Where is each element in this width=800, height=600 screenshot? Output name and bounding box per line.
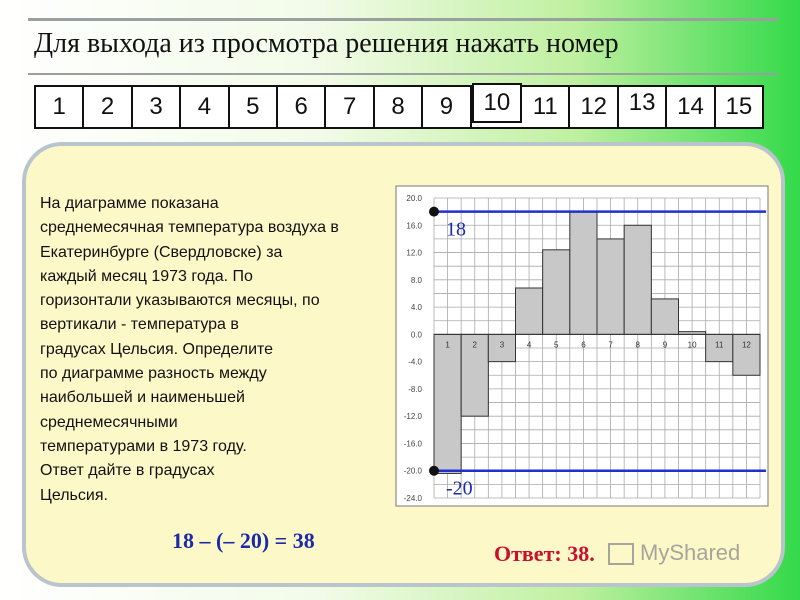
bar (651, 299, 678, 334)
problem-text: На диаграмме показана среднемесячная температура воздуха в Екатеринбурге (Свердловске) за каждый месяц 1973 года. По горизонтали указываются месяцы, по вертикали - температура в градусах Цельсия. Определите по диаграмме разность между наибольшей и наименьшей среднемесячными температурами в 1973 году. Ответ дайте в градусах Цельсия. (40, 195, 339, 504)
x-tick-label: 3 (499, 340, 505, 350)
x-tick-label: 8 (635, 340, 640, 350)
nav-item-3[interactable]: 3 (133, 87, 181, 127)
y-tick-label: -16.0 (403, 439, 422, 449)
y-tick-label: 20.0 (406, 194, 422, 203)
nav-item-2[interactable]: 2 (84, 87, 132, 127)
y-tick-label: -4.0 (408, 357, 422, 367)
nav-item-13[interactable]: 13 (619, 87, 667, 127)
annotation-label: 18 (446, 218, 466, 241)
nav-item-10[interactable]: 10 (472, 83, 522, 123)
nav-item-1[interactable]: 1 (36, 87, 84, 127)
nav-item-5[interactable]: 5 (230, 87, 278, 127)
y-tick-label: 16.0 (406, 221, 422, 231)
nav-item-11[interactable]: 11 (522, 87, 570, 127)
y-tick-label: -24.0 (403, 494, 422, 503)
x-tick-label: 12 (741, 340, 751, 350)
x-tick-label: 1 (445, 340, 450, 350)
x-tick-label: 5 (554, 340, 559, 350)
watermark (608, 540, 740, 566)
x-tick-label: 4 (526, 340, 532, 350)
y-tick-label: 0.0 (410, 330, 422, 340)
watermark-text: MyShared (640, 540, 741, 565)
x-tick-label: 9 (662, 340, 668, 350)
annotation-label: -20 (446, 477, 473, 500)
page-title: Для выхода из просмотра решения нажать номер (34, 28, 619, 59)
y-tick-label: 4.0 (410, 303, 422, 313)
nav-item-8[interactable]: 8 (375, 87, 423, 127)
bar (543, 250, 570, 335)
nav-item-4[interactable]: 4 (181, 87, 229, 127)
x-tick-label: 7 (608, 340, 613, 350)
answer-text: Ответ: 38. (494, 541, 595, 566)
top-rule (28, 18, 778, 21)
bar (434, 334, 461, 473)
y-tick-label: 12.0 (406, 248, 422, 258)
y-tick-label: 8.0 (410, 275, 422, 285)
y-tick-label: -20.0 (403, 466, 422, 476)
x-tick-label: 11 (715, 340, 724, 350)
x-tick-label: 10 (687, 340, 697, 350)
bar (624, 225, 651, 334)
nav-item-14[interactable]: 14 (667, 87, 715, 127)
bar (570, 212, 597, 335)
annotation-dot (429, 466, 439, 476)
problem-number-nav (34, 85, 764, 129)
x-tick-label: 6 (581, 340, 586, 350)
temperature-chart (380, 180, 770, 510)
solution-formula: 18 – (– 20) = 38 (172, 528, 315, 553)
title-rule (28, 73, 778, 75)
nav-item-12[interactable]: 12 (570, 87, 618, 127)
annotation-dot (429, 207, 439, 217)
nav-item-9[interactable]: 9 (423, 87, 471, 127)
nav-item-7[interactable]: 7 (326, 87, 374, 127)
y-tick-label: -12.0 (403, 412, 422, 422)
watermark-logo-icon (608, 543, 634, 565)
y-tick-label: -8.0 (408, 384, 422, 394)
nav-item-6[interactable]: 6 (278, 87, 326, 127)
x-tick-label: 2 (472, 340, 477, 350)
bar (516, 288, 543, 334)
nav-item-15[interactable]: 15 (725, 93, 753, 120)
bar (597, 239, 624, 334)
